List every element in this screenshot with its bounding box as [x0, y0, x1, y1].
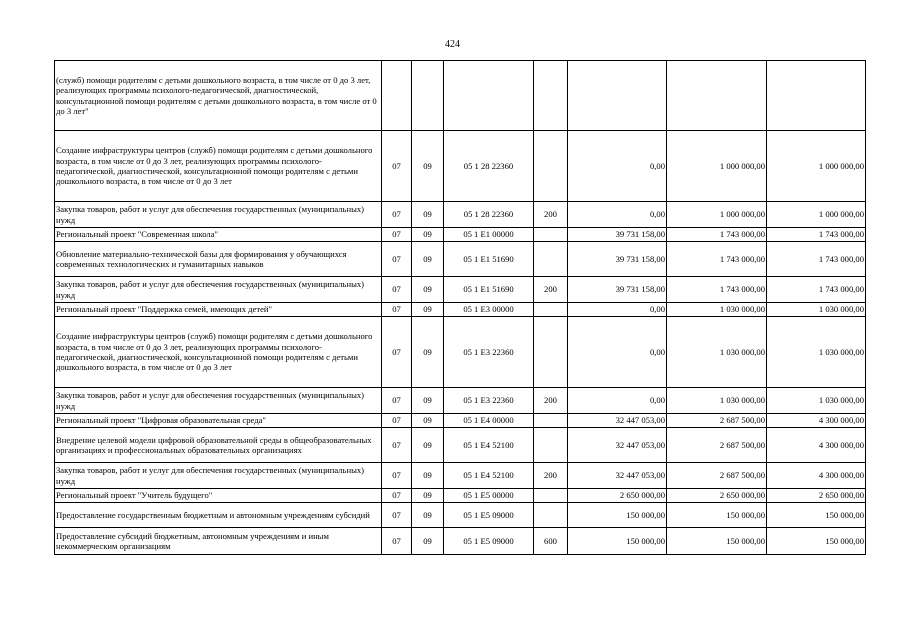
row-name: Внедрение целевой модели цифровой образовательной среды в общеобразовательных организациях и профессиональных образовательных организациях [55, 428, 382, 463]
amount-year-3: 4 300 000,00 [767, 414, 866, 428]
target-article-code [444, 61, 534, 131]
expense-type-code [534, 428, 568, 463]
amount-year-1: 39 731 158,00 [568, 242, 667, 277]
expense-type-code [534, 414, 568, 428]
amount-year-3: 1 000 000,00 [767, 202, 866, 228]
target-article-code: 05 1 E1 51690 [444, 242, 534, 277]
target-article-code: 05 1 E5 09000 [444, 503, 534, 528]
section-code: 07 [382, 489, 412, 503]
target-article-code: 05 1 E3 22360 [444, 317, 534, 388]
subsection-code: 09 [412, 428, 444, 463]
target-article-code: 05 1 E4 52100 [444, 463, 534, 489]
subsection-code: 09 [412, 303, 444, 317]
table-row [55, 228, 866, 242]
expense-type-code [534, 489, 568, 503]
amount-year-2: 2 687 500,00 [667, 428, 767, 463]
subsection-code: 09 [412, 242, 444, 277]
row-name: Региональный проект "Учитель будущего" [55, 489, 382, 503]
section-code: 07 [382, 277, 412, 303]
target-article-code: 05 1 E5 00000 [444, 489, 534, 503]
expense-type-code: 200 [534, 277, 568, 303]
table-row [55, 242, 866, 277]
target-article-code: 05 1 E5 09000 [444, 528, 534, 555]
amount-year-2: 1 030 000,00 [667, 388, 767, 414]
amount-year-2: 1 000 000,00 [667, 131, 767, 202]
amount-year-1: 150 000,00 [568, 528, 667, 555]
subsection-code: 09 [412, 202, 444, 228]
subsection-code [412, 61, 444, 131]
expense-type-code [534, 303, 568, 317]
row-name: Закупка товаров, работ и услуг для обеспечения государственных (муниципальных) нужд [55, 463, 382, 489]
section-code: 07 [382, 202, 412, 228]
row-name: Обновление материально-технической базы для формирования у обучающихся современных технологических и гуманитарных навыков [55, 242, 382, 277]
section-code: 07 [382, 428, 412, 463]
target-article-code: 05 1 E1 51690 [444, 277, 534, 303]
amount-year-3: 1 000 000,00 [767, 131, 866, 202]
amount-year-3: 4 300 000,00 [767, 463, 866, 489]
amount-year-2: 2 687 500,00 [667, 414, 767, 428]
expense-type-code [534, 503, 568, 528]
amount-year-2: 1 743 000,00 [667, 228, 767, 242]
row-name: Создание инфраструктуры центров (служб) помощи родителям с детьми дошкольного возраста, в том числе от 0 до 3 лет, реализующих программы психолого-педагогической, диагностической, консультационной помощи родителям с детьми дошкольного возраста, в том числе от 0 до 3 лет [55, 317, 382, 388]
subsection-code: 09 [412, 131, 444, 202]
target-article-code: 05 1 E3 00000 [444, 303, 534, 317]
expense-type-code [534, 228, 568, 242]
amount-year-1: 39 731 158,00 [568, 228, 667, 242]
row-name: Региональный проект "Поддержка семей, имеющих детей" [55, 303, 382, 317]
section-code: 07 [382, 503, 412, 528]
row-name: Предоставление государственным бюджетным и автономным учреждениям субсидий [55, 503, 382, 528]
table-row [55, 428, 866, 463]
amount-year-2: 1 000 000,00 [667, 202, 767, 228]
amount-year-2 [667, 61, 767, 131]
row-name: Закупка товаров, работ и услуг для обеспечения государственных (муниципальных) нужд [55, 202, 382, 228]
amount-year-2: 1 030 000,00 [667, 317, 767, 388]
amount-year-1 [568, 61, 667, 131]
amount-year-2: 2 687 500,00 [667, 463, 767, 489]
amount-year-3 [767, 61, 866, 131]
row-name: Создание инфраструктуры центров (служб) помощи родителям с детьми дошкольного возраста, в том числе от 0 до 3 лет, реализующих программы психолого-педагогической, диагностической, консультационной помощи родителям с детьми дошкольного возраста, в том числе от 0 до 3 лет [55, 131, 382, 202]
section-code: 07 [382, 388, 412, 414]
amount-year-3: 1 030 000,00 [767, 303, 866, 317]
amount-year-3: 150 000,00 [767, 528, 866, 555]
amount-year-1: 0,00 [568, 317, 667, 388]
table-row [55, 489, 866, 503]
table-row [55, 414, 866, 428]
expense-type-code: 200 [534, 463, 568, 489]
target-article-code: 05 1 E1 00000 [444, 228, 534, 242]
table-row [55, 303, 866, 317]
subsection-code: 09 [412, 503, 444, 528]
expense-type-code [534, 131, 568, 202]
amount-year-2: 2 650 000,00 [667, 489, 767, 503]
subsection-code: 09 [412, 528, 444, 555]
target-article-code: 05 1 28 22360 [444, 131, 534, 202]
row-name: Закупка товаров, работ и услуг для обеспечения государственных (муниципальных) нужд [55, 388, 382, 414]
section-code: 07 [382, 303, 412, 317]
amount-year-3: 4 300 000,00 [767, 428, 866, 463]
section-code: 07 [382, 228, 412, 242]
table-row [55, 317, 866, 388]
amount-year-3: 1 743 000,00 [767, 242, 866, 277]
target-article-code: 05 1 E4 00000 [444, 414, 534, 428]
expense-type-code [534, 242, 568, 277]
amount-year-1: 0,00 [568, 202, 667, 228]
section-code [382, 61, 412, 131]
table-row [55, 61, 866, 131]
table-body [55, 61, 866, 555]
amount-year-1: 32 447 053,00 [568, 414, 667, 428]
amount-year-2: 1 743 000,00 [667, 242, 767, 277]
section-code: 07 [382, 242, 412, 277]
amount-year-3: 150 000,00 [767, 503, 866, 528]
expense-type-code: 600 [534, 528, 568, 555]
subsection-code: 09 [412, 489, 444, 503]
row-name: Закупка товаров, работ и услуг для обеспечения государственных (муниципальных) нужд [55, 277, 382, 303]
subsection-code: 09 [412, 463, 444, 489]
table-row [55, 131, 866, 202]
row-name: Региональный проект "Современная школа" [55, 228, 382, 242]
target-article-code: 05 1 E3 22360 [444, 388, 534, 414]
row-name: Региональный проект "Цифровая образовательная среда" [55, 414, 382, 428]
amount-year-1: 0,00 [568, 388, 667, 414]
table-row [55, 202, 866, 228]
row-name: Предоставление субсидий бюджетным, автономным учреждениям и иным некоммерческим организациям [55, 528, 382, 555]
amount-year-3: 1 743 000,00 [767, 228, 866, 242]
table-row [55, 277, 866, 303]
amount-year-3: 2 650 000,00 [767, 489, 866, 503]
target-article-code: 05 1 E4 52100 [444, 428, 534, 463]
subsection-code: 09 [412, 317, 444, 388]
subsection-code: 09 [412, 277, 444, 303]
page-number: 424 [445, 39, 460, 50]
budget-table [54, 60, 866, 555]
amount-year-3: 1 030 000,00 [767, 317, 866, 388]
amount-year-1: 0,00 [568, 131, 667, 202]
subsection-code: 09 [412, 228, 444, 242]
amount-year-1: 150 000,00 [568, 503, 667, 528]
table-row [55, 528, 866, 555]
table-row [55, 463, 866, 489]
section-code: 07 [382, 317, 412, 388]
amount-year-2: 1 743 000,00 [667, 277, 767, 303]
section-code: 07 [382, 131, 412, 202]
expense-type-code [534, 61, 568, 131]
expense-type-code [534, 317, 568, 388]
amount-year-2: 150 000,00 [667, 528, 767, 555]
amount-year-3: 1 030 000,00 [767, 388, 866, 414]
amount-year-2: 150 000,00 [667, 503, 767, 528]
amount-year-2: 1 030 000,00 [667, 303, 767, 317]
section-code: 07 [382, 414, 412, 428]
section-code: 07 [382, 528, 412, 555]
subsection-code: 09 [412, 388, 444, 414]
amount-year-1: 32 447 053,00 [568, 428, 667, 463]
expense-type-code: 200 [534, 388, 568, 414]
target-article-code: 05 1 28 22360 [444, 202, 534, 228]
amount-year-1: 0,00 [568, 303, 667, 317]
amount-year-1: 39 731 158,00 [568, 277, 667, 303]
amount-year-1: 32 447 053,00 [568, 463, 667, 489]
amount-year-1: 2 650 000,00 [568, 489, 667, 503]
section-code: 07 [382, 463, 412, 489]
row-name: (служб) помощи родителям с детьми дошкольного возраста, в том числе от 0 до 3 лет, реализующих программы психолого-педагогической, диагностической, консультационной помощи родителям с детьми дошкольного возраста, в том числе от 0 до 3 лет" [55, 61, 382, 131]
amount-year-3: 1 743 000,00 [767, 277, 866, 303]
table-row [55, 388, 866, 414]
table-row [55, 503, 866, 528]
expense-type-code: 200 [534, 202, 568, 228]
subsection-code: 09 [412, 414, 444, 428]
